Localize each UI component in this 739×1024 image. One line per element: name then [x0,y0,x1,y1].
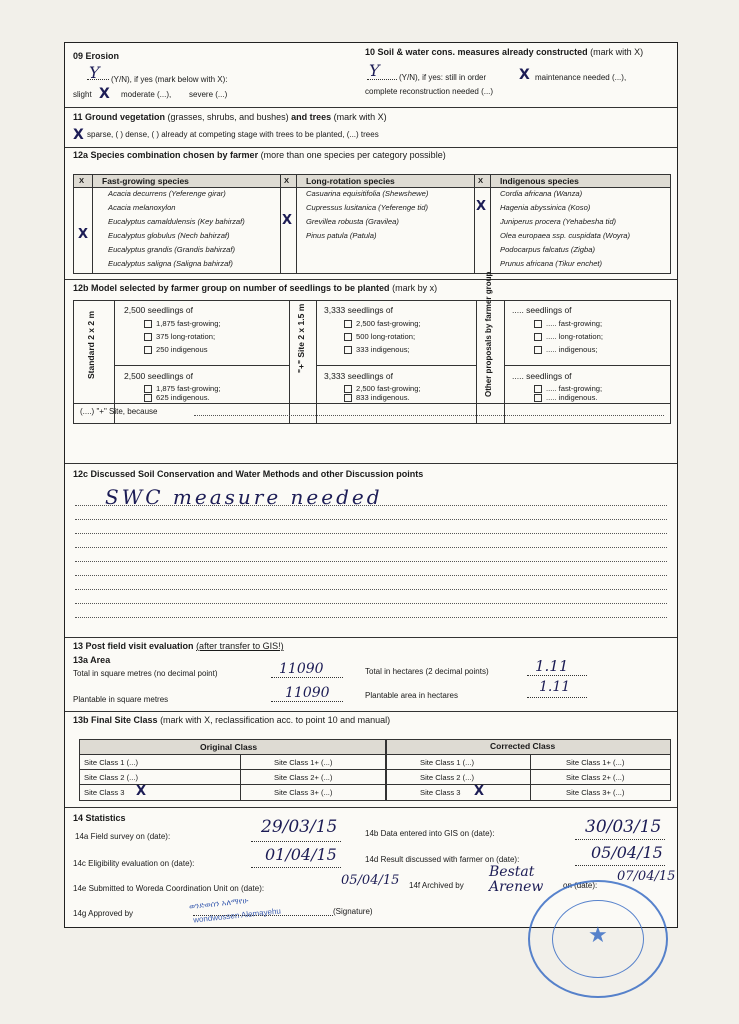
erosion-title: 09 Erosion [73,51,120,61]
corr-site-class-1plus: Site Class 1+ (...) [566,758,625,767]
long-header: Long-rotation species [306,176,395,186]
orig-site-class-2plus: Site Class 2+ (...) [274,773,333,782]
plantable-sqm-label: Plantable in square metres [73,695,169,704]
plus-a-3: 333 indigenous; [344,345,410,354]
erosion-slight: slight [73,90,92,99]
standard-label: Standard 2 x 2 m [86,310,96,379]
swc-maintenance: maintenance needed (...), [535,73,627,82]
field-survey-date: 29/03/15 [261,817,338,837]
original-class-header: Original Class [200,742,258,752]
other-a-2: ..... long-rotation; [534,332,603,341]
woreda-submitted-label: 14e Submitted to Woreda Coordination Unit on (date): [73,884,265,893]
total-ha-label: Total in hectares (2 decimal points) [365,667,489,676]
orig-site-class-1plus: Site Class 1+ (...) [274,758,333,767]
gis-entered-label: 14b Data entered into GIS on (date): [365,829,495,838]
fast-species-1: Acacia decurrens (Yeferenge girar) [108,189,226,198]
plus-site-because: (....) "+" Site, because [80,407,158,416]
indig-species-5: Podocarpus falcatus (Zigba) [500,245,595,254]
long-species-1: Casuarina equisitifolia (Shewshewe) [306,189,429,198]
other-proposals-label: Other proposals by farmer group [484,271,493,397]
fast-species-3: Eucalyptus camaldulensis (Key bahirzaf) [108,217,245,226]
erosion-answer: Y [89,63,100,82]
vegetation-text: sparse, ( ) dense, ( ) already at competing stage with trees to be planted, (...) trees [87,130,379,139]
indig-species-1: Cordia africana (Wanza) [500,189,583,198]
site-class-table [79,739,671,801]
corr-class-mark: X [474,784,485,799]
archived-date: 07/04/15 [617,869,676,884]
gis-entered-date: 30/03/15 [585,817,662,837]
plus-site-label: "+" Site 2 x 1.5 m [296,303,306,373]
corr-site-class-3: Site Class 3 [420,788,461,797]
fast-mark: X [78,227,89,242]
fast-x-header: X [79,176,85,185]
std-a-1: 1,875 fast-growing; [144,319,221,328]
form-page [64,42,678,928]
fast-species-6: Eucalyptus saligna (Saligna bahirzaf) [108,259,233,268]
approver-name-amharic: ወንድወሰን አለማየሁ [188,895,249,912]
std-a-head: 2,500 seedlings of [124,305,193,315]
evaluation-title: 13 Post field visit evaluation (after transfer to GIS!) [73,641,284,651]
plus-a-head: 3,333 seedlings of [324,305,393,315]
orig-class-mark: X [136,784,147,799]
plantable-ha-value: 1.11 [539,679,571,695]
final-class-title: 13b Final Site Class (mark with X, reclassification acc. to point 10 and manual) [73,715,391,725]
vegetation-title: 11 Ground vegetation (grasses, shrubs, and bushes) and trees (mark with X) [73,112,387,122]
archived-on-label: on (date): [563,881,598,890]
statistics-title: 14 Statistics [73,813,126,823]
fast-header: Fast-growing species [102,176,189,186]
approved-by-label: 14g Approved by [73,909,134,918]
corr-site-class-1: Site Class 1 (...) [420,758,475,767]
swc-mark: X [519,67,530,83]
corr-site-class-2plus: Site Class 2+ (...) [566,773,625,782]
indig-header: Indigenous species [500,176,579,186]
other-b-head: ..... seedlings of [512,371,572,381]
indig-x-header: X [478,176,484,185]
std-b-head: 2,500 seedlings of [124,371,193,381]
fast-species-5: Eucalyptus grandis (Grandis bahirzaf) [108,245,236,254]
species-table [73,174,671,274]
orig-site-class-3plus: Site Class 3+ (...) [274,788,333,797]
erosion-yn: (Y/N), if yes (mark below with X): [111,75,228,84]
archived-by-label: 14f Archived by [409,881,464,890]
corr-site-class-2: Site Class 2 (...) [420,773,475,782]
plus-b-1: 2,500 fast-growing; [344,384,421,393]
std-a-3: 250 indigenous [144,345,208,354]
total-ha-value: 1.11 [535,657,569,675]
fast-species-4: Eucalyptus globulus (Nech bahirzaf) [108,231,230,240]
archived-by-name: Bestat Arenew [489,864,544,895]
std-b-2: 625 indigenous. [144,393,210,402]
plus-a-1: 2,500 fast-growing; [344,319,421,328]
indig-species-3: Juniperus procera (Yehabesha tid) [500,217,617,226]
woreda-submitted-date: 05/04/15 [341,873,400,888]
swc-answer: Y [369,61,380,80]
erosion-moderate: moderate (...), [121,90,172,99]
swc-complete: complete reconstruction needed (...) [365,87,494,96]
plantable-sqm-value: 11090 [285,685,330,701]
other-a-head: ..... seedlings of [512,305,572,315]
stamp-star-icon: ★ [588,922,608,947]
swc-title: 10 Soil & water cons. measures already constructed (mark with X) [365,47,644,57]
corr-site-class-3plus: Site Class 3+ (...) [566,788,625,797]
fast-species-2: Acacia melanoxylon [108,203,176,212]
plus-a-2: 500 long-rotation; [344,332,415,341]
species-title: 12a Species combination chosen by farmer (more than one species per category possible) [73,150,446,160]
discussion-title: 12c Discussed Soil Conservation and Water Methods and other Discussion points [73,469,424,479]
orig-site-class-3: Site Class 3 [84,788,125,797]
other-b-1: ..... fast-growing; [534,384,602,393]
plus-b-2: 833 indigenous. [344,393,410,402]
long-species-3: Grevillea robusta (Gravilea) [306,217,399,226]
orig-site-class-2: Site Class 2 (...) [84,773,139,782]
other-a-3: ..... indigenous; [534,345,598,354]
result-discussed-date: 05/04/15 [591,843,663,862]
total-sqm-value: 11090 [279,661,324,677]
eligibility-date: 01/04/15 [265,845,337,864]
long-species-2: Cupressus lusitanica (Yeferenge tid) [306,203,428,212]
model-title: 12b Model selected by farmer group on number of seedlings to be planted (mark by x) [73,283,438,293]
std-a-2: 375 long-rotation; [144,332,215,341]
area-title: 13a Area [73,655,111,665]
erosion-mark: X [99,86,110,102]
official-stamp [528,880,668,998]
field-survey-label: 14a Field survey on (date): [75,832,171,841]
result-discussed-label: 14d Result discussed with farmer on (date): [365,855,520,864]
long-species-4: Pinus patula (Patula) [306,231,377,240]
std-b-1: 1,875 fast-growing; [144,384,221,393]
other-b-2: ..... indigenous. [534,393,598,402]
other-a-1: ..... fast-growing; [534,319,602,328]
plantable-ha-label: Plantable area in hectares [365,691,458,700]
swc-yn: (Y/N), if yes: still in order [399,73,487,82]
total-sqm-label: Total in square metres (no decimal point) [73,669,218,678]
erosion-severe: severe (...) [189,90,228,99]
discussion-handwritten: SWC measure needed [105,485,383,509]
vegetation-mark: X [73,127,84,143]
long-mark: X [282,213,293,228]
plus-b-head: 3,333 seedlings of [324,371,393,381]
orig-site-class-1: Site Class 1 (...) [84,758,139,767]
corrected-class-header: Corrected Class [490,741,556,751]
indig-species-2: Hagenia abyssinica (Koso) [500,203,591,212]
approver-name: wondwossen Alemayehu [192,906,282,925]
signature-label: (Signature) [333,907,373,916]
indig-mark: X [476,199,487,214]
long-x-header: X [284,176,290,185]
indig-species-6: Prunus africana (Tikur enchet) [500,259,603,268]
indig-species-4: Olea europaea ssp. cuspidata (Woyra) [500,231,631,240]
eligibility-label: 14c Eligibility evaluation on (date): [73,859,195,868]
